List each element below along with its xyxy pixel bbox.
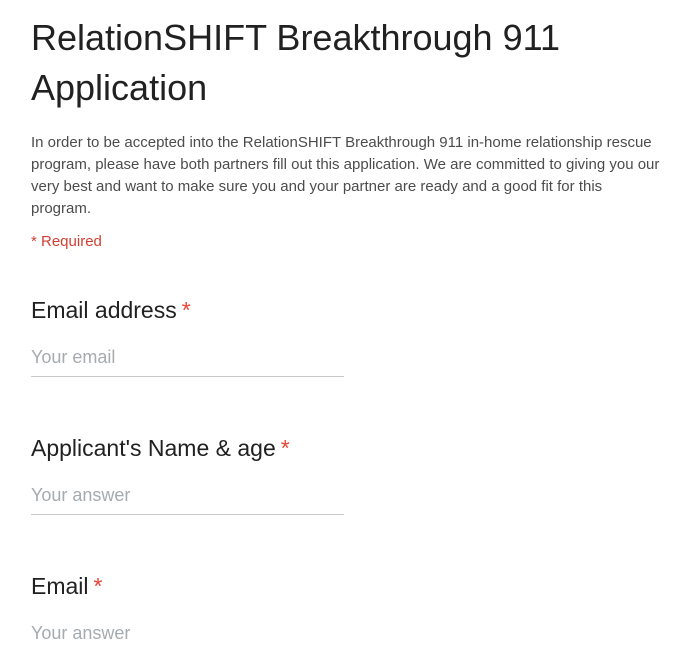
applicant-name-age-input[interactable] — [31, 483, 344, 515]
form-field-email-address — [31, 295, 662, 377]
email-input[interactable] — [31, 621, 344, 649]
form-field-email — [31, 571, 662, 649]
field-label — [31, 571, 662, 601]
field-label-text: Applicant's Name & age — [31, 435, 276, 461]
form-field-applicant-name-age — [31, 433, 662, 515]
required-asterisk: * — [181, 297, 191, 323]
form-title: RelationSHIFT Breakthrough 911 Application — [31, 17, 560, 108]
email-address-input[interactable] — [31, 345, 344, 377]
field-label-text: Email — [31, 573, 89, 599]
field-label-text: Email address — [31, 297, 177, 323]
required-asterisk: * — [280, 435, 290, 461]
field-label — [31, 433, 662, 463]
field-label — [31, 295, 662, 325]
required-note: * Required — [31, 233, 102, 250]
form-description: In order to be accepted into the RelationSHIFT Breakthrough 911 in-home relationship rescue program, please have both partners fill out this application. We are committed to giving you our very best and want to make sure you and your partner are ready and a good fit for this program. — [31, 134, 660, 217]
required-asterisk: * — [93, 573, 103, 599]
